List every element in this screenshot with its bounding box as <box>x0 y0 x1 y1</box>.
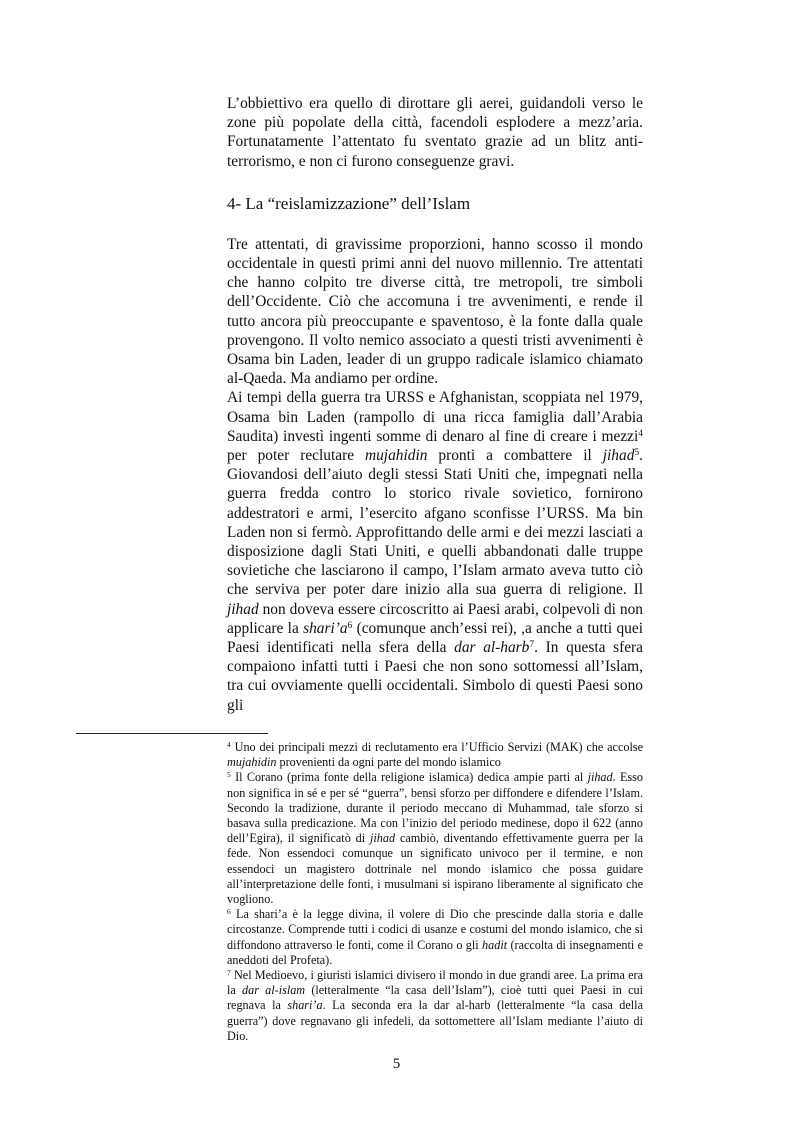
footnote-ref-5: 5 <box>634 446 640 458</box>
footnote-4: $^4$ Uno dei principali mezzi di reclutamento era l’Ufficio Servizi (MAK) che accolse mujahidin provenienti da ogni parte del mondo islamico <box>227 739 643 770</box>
footnote-ref-4: 4 <box>638 427 643 439</box>
intro-paragraph: L’obbiettivo era quello di dirottare gli aerei, guidandoli verso le zone più popolate della città, facendoli esplodere a mezz’aria. Fortunatamente l’attentato fu sventato grazie ad un blitz anti-terrorismo, e non ci furono conseguenze gravi. <box>227 95 643 170</box>
paragraph-urss-afghanistan: Ai tempi della guerra tra URSS e Afghanistan, scoppiata nel 1979, Osama bin Laden (rampollo di una ricca famiglia dall’Arabia Saudita) investì ingenti somme di denaro al fine di creare i mezzi$^4$ per poter reclutare mujahidin pronti a combattere il jihad$^5$. Giovandosi dell’aiuto degli stessi Stati Uniti che, impegnati nella guerra fredda contro lo storico rivale sovietico, fornirono addestratori e armi, l’esercito afgano sconfisse l’URSS. Ma bin Laden non si fermò. Approfittando delle armi e dei mezzi lasciati a disposizione dagli Stati Uniti, e quelli abbandonati dalle truppe sovietiche che lasciarono il campo, l’Islam armato aveva tutto ciò che serviva per poter dare inizio alla sua guerra di religione. Il jihad non doveva essere circoscritto ai Paesi arabi, colpevoli di non applicare la $shari’a^6$ (comunque anch’essi rei), ,a anche a tutti quei Paesi identificati nella sfera della dar al-harb$^7$. In questa sfera compaiono infatti tutti i Paesi che non sono sottomessi all’Islam, tra cui ovviamente quelli occidentali. Simbolo di questi Paesi sono gli <box>227 389 644 714</box>
footnote-ref-6: 6 <box>347 619 353 631</box>
section-heading: 4- La “reislamizzazione” dell’Islam <box>227 193 471 213</box>
footnotes <box>227 740 643 1044</box>
footnote-6: $^6$ La shari’a è la legge divina, il volere di Dio che prescinde dalla storia e dalle circostanze. Comprende tutti i codici di usanze e costumi del mondo islamico, che si diffondono attraverso le fonti, come il Corano o gli hadit (raccolta di insegnamenti e aneddoti del Profeta). <box>227 907 643 967</box>
footnote-7: $^7$ Nel Medioevo, i giuristi islamici divisero il mondo in due grandi aree. La prima era la dar al-islam (letteralmente “la casa dell’Islam”), cioè tutti quei Paesi in cui regnava la shari’a. La seconda era la dar al-harb (letteralmente “la casa della guerra”) dove regnavano gli infedeli, da sottomettere all’Islam mediante l’aiuto di Dio. <box>227 967 643 1043</box>
main-text <box>227 94 643 715</box>
paragraph-attentati: Tre attentati, di gravissime proporzioni, hanno scosso il mondo occidentale in questi primi anni del nuovo millennio. Tre attentati che hanno colpito tre diverse città, tre metropoli, tre simboli dell’Occidente. Ciò che accomuna i tre avvenimenti, e rende il tutto ancora più preoccupante e spaventoso, è la fonte dalla quale provengono. Il volto nemico associato a questi tristi avvenimenti è Osama bin Laden, leader di un gruppo radicale islamico chiamato al-Qaeda. Ma andiamo per ordine. <box>227 235 643 388</box>
footnote-5: $^5$ Il Corano (prima fonte della religione islamica) dedica ampie parti al jihad. Esso non significa in sé e per sé “guerra”, bensì sforzo per diffondere e difendere l’Islam. Secondo la tradizione, durante il periodo meccano di Muhammad, tale sforzo si basava sulla predicazione. Ma con l’inizio del periodo medinese, dopo il 622 (anno dell’Egira), il significatò di jihad cambiò, diventando effettivamente guerra per la fede. Non essendoci comunque un significato univoco per il termine, e non essendoci un magistero dottrinale nel mondo islamico che possa guidare all’interpretazione delle fonti, i musulmani si ispirano liberamente al significato che vogliono. <box>227 770 643 907</box>
footnote-ref-7: 7 <box>529 638 535 650</box>
footnote-separator <box>76 733 268 734</box>
page-number: 5 <box>392 1056 401 1072</box>
